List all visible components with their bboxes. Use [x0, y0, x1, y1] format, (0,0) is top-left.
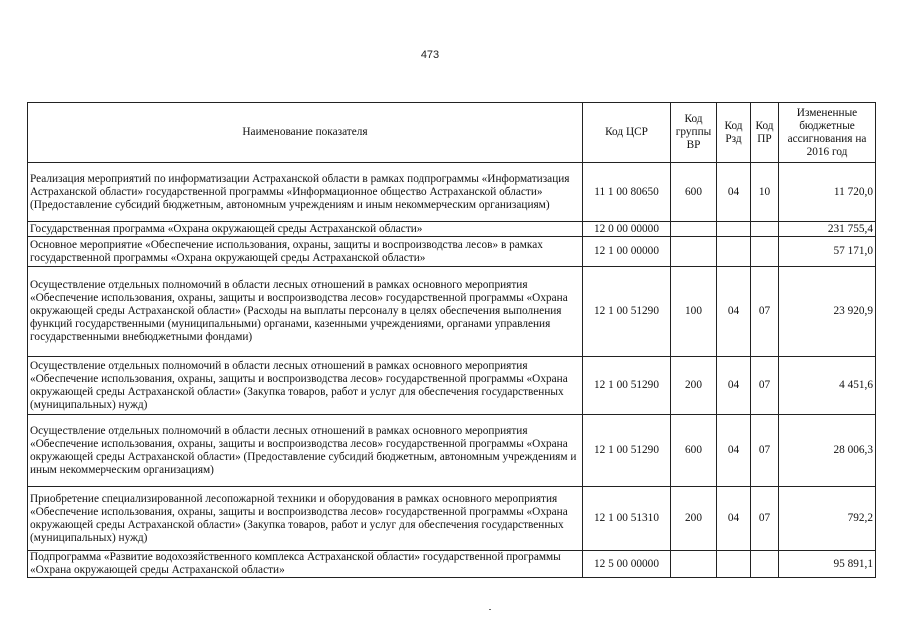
table-row — [28, 415, 876, 487]
row-name: Осуществление отдельных полномочий в области лесных отношений в рамках основного мероприятия «Обеспечение использования, охраны, защиты и воспроизводства лесов» государственной программы «Охрана окружающей среды Астраханской области» (Предоставление субсидий бюджетным, автономным учреждениям и иным некоммерческим организациям) — [28, 415, 583, 487]
row-csr: 11 1 00 80650 — [583, 163, 671, 222]
row-rzd: 04 — [717, 163, 751, 222]
row-vr: 200 — [671, 487, 717, 551]
header-rzd: Код Рзд — [717, 103, 751, 163]
scan-speck — [489, 609, 491, 610]
header-vr: Код группы ВР — [671, 103, 717, 163]
table-row — [28, 163, 876, 222]
row-pr — [751, 237, 779, 267]
table-row — [28, 487, 876, 551]
row-pr: 07 — [751, 357, 779, 415]
row-rzd: 04 — [717, 267, 751, 357]
row-csr: 12 5 00 00000 — [583, 551, 671, 578]
row-sum: 28 006,3 — [779, 415, 876, 487]
row-rzd: 04 — [717, 487, 751, 551]
row-rzd — [717, 237, 751, 267]
row-sum: 23 920,9 — [779, 267, 876, 357]
row-vr: 200 — [671, 357, 717, 415]
row-rzd: 04 — [717, 415, 751, 487]
row-csr: 12 0 00 00000 — [583, 222, 671, 237]
row-sum: 95 891,1 — [779, 551, 876, 578]
row-vr — [671, 237, 717, 267]
row-name: Подпрограмма «Развитие водохозяйственного комплекса Астраханской области» государственной программы «Охрана окружающей среды Астраханской области» — [28, 551, 583, 578]
row-vr: 100 — [671, 267, 717, 357]
header-sum: Измененные бюджетные ассигнования на 2016 год — [779, 103, 876, 163]
row-pr: 10 — [751, 163, 779, 222]
table-row — [28, 267, 876, 357]
table-row — [28, 222, 876, 237]
row-rzd — [717, 551, 751, 578]
row-sum: 231 755,4 — [779, 222, 876, 237]
table-row — [28, 551, 876, 578]
header-pr: Код ПР — [751, 103, 779, 163]
table-row — [28, 237, 876, 267]
row-vr: 600 — [671, 415, 717, 487]
row-sum: 11 720,0 — [779, 163, 876, 222]
row-rzd: 04 — [717, 357, 751, 415]
row-name: Государственная программа «Охрана окружающей среды Астраханской области» — [28, 222, 583, 237]
row-vr — [671, 551, 717, 578]
row-sum: 57 171,0 — [779, 237, 876, 267]
row-csr: 12 1 00 51290 — [583, 415, 671, 487]
table-row — [28, 357, 876, 415]
row-pr — [751, 551, 779, 578]
row-csr: 12 1 00 00000 — [583, 237, 671, 267]
row-vr — [671, 222, 717, 237]
row-pr: 07 — [751, 487, 779, 551]
row-rzd — [717, 222, 751, 237]
budget-table — [27, 102, 876, 578]
row-sum: 4 451,6 — [779, 357, 876, 415]
header-csr: Код ЦСР — [583, 103, 671, 163]
row-pr: 07 — [751, 415, 779, 487]
row-name: Приобретение специализированной лесопожарной техники и оборудования в рамках основного мероприятия «Обеспечение использования, охраны, защиты и воспроизводства лесов» государственной программы «Охрана окружающей среды Астраханской области» (Закупка товаров, работ и услуг для обеспечения государственных (муниципальных) нужд) — [28, 487, 583, 551]
row-name: Осуществление отдельных полномочий в области лесных отношений в рамках основного мероприятия «Обеспечение использования, охраны, защиты и воспроизводства лесов» государственной программы «Охрана окружающей среды Астраханской области» (Закупка товаров, работ и услуг для обеспечения государственных (муниципальных) нужд) — [28, 357, 583, 415]
row-name: Основное мероприятие «Обеспечение использования, охраны, защиты и воспроизводства лесов» в рамках государственной программы «Охрана окружающей среды Астраханской области» — [28, 237, 583, 267]
row-sum: 792,2 — [779, 487, 876, 551]
page-number: 473 — [420, 49, 440, 61]
row-csr: 12 1 00 51290 — [583, 357, 671, 415]
row-csr: 12 1 00 51310 — [583, 487, 671, 551]
table-header-row — [28, 103, 876, 163]
row-pr — [751, 222, 779, 237]
row-name: Реализация мероприятий по информатизации Астраханской области в рамках подпрограммы «Информатизация Астраханской области» государственной программы «Информационное общество Астраханской области» (Предоставление субсидий бюджетным, автономным учреждениям и иным некоммерческим организациям) — [28, 163, 583, 222]
row-pr: 07 — [751, 267, 779, 357]
row-csr: 12 1 00 51290 — [583, 267, 671, 357]
header-name: Наименование показателя — [28, 103, 583, 163]
row-vr: 600 — [671, 163, 717, 222]
row-name: Осуществление отдельных полномочий в области лесных отношений в рамках основного мероприятия «Обеспечение использования, охраны, защиты и воспроизводства лесов» государственной программы «Охрана окружающей среды Астраханской области» (Расходы на выплаты персоналу в целях обеспечения выполнения функций государственными (муниципальными) органами, казенными учреждениями, органами управления государственными внебюджетными фондами) — [28, 267, 583, 357]
